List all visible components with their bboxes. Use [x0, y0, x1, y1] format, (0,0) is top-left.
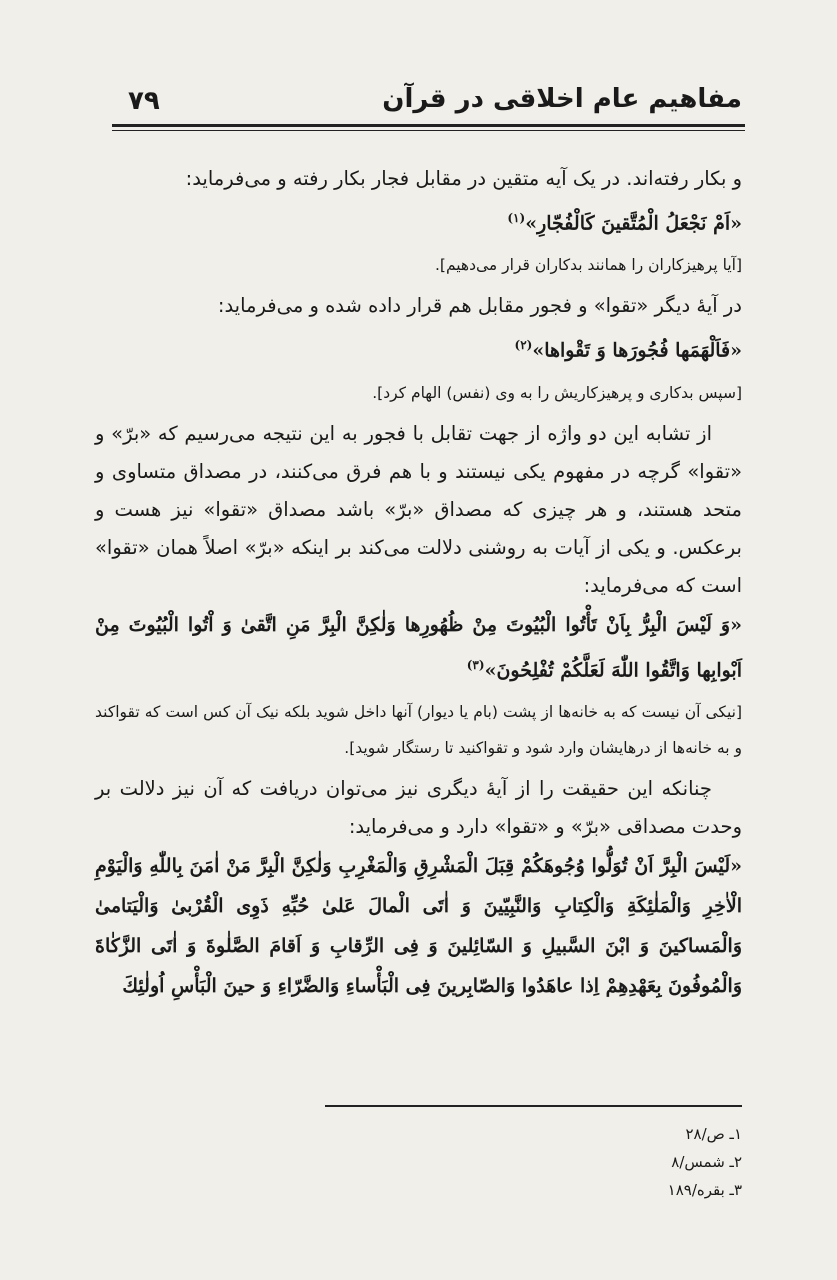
translation-2: [سپس بدکاری و پرهیزکاریش را به وی (نفس) الهام کرد]. — [372, 383, 742, 402]
translation-1: [آیا پرهیزکاران را همانند بدکاران قرار می‌دهیم]. — [434, 256, 742, 275]
main-text — [95, 160, 742, 1006]
footnote-ref-1: (۱) — [507, 211, 526, 225]
footnote-1: ۱ـ ص/۲۸ — [685, 1125, 742, 1143]
paragraph-2: در آیهٔ دیگر «تقوا» و فجور مقابل هم قرار داده شده و می‌فرماید: — [217, 294, 742, 318]
footnote-2: ۲ـ شمس/۸ — [671, 1153, 742, 1171]
header-rule — [112, 124, 745, 127]
paragraph-4: چنانکه این حقیقت را از آیهٔ دیگری نیز می‌توان دریافت که آن نیز دلالت بر وحدت مصداقی «برّ» و «تقوا» دارد و می‌فرماید: — [95, 776, 742, 838]
footnote-rule — [325, 1105, 742, 1107]
running-title: مفاهیم عام اخلاقی در قرآن — [382, 84, 742, 114]
page-header — [110, 80, 742, 122]
verse-1-text: «اَمْ نَجْعَلُ الْمُتَّقینَ كَالْفُجّارِ» — [525, 212, 742, 235]
quran-verse-3 — [95, 605, 742, 690]
page-number: ۷۹ — [128, 86, 160, 116]
quran-verse-4: «لَیْسَ الْبِرَّ اَنْ تُوَلُّوا وُجُوهَكُمْ قِبَلَ الْمَشْرِقِ وَالْمَغْرِبِ وَلٰكِنَّ الْبِرَّ مَنْ اٰمَنَ بِاللّٰهِ وَالْیَوْمِ الْاٰخِرِ وَالْمَلٰئِكَةِ وَالْكِتابِ وَالنَّبِیّینَ وَ اٰتَی الْمالَ عَلیٰ حُبِّهِ ذَوِی الْقُرْبیٰ وَالْیَتامیٰ وَالْمَساكینَ وَ ابْنَ السَّبیلِ وَ السّائِلینَ وَ فِی الرِّقابِ وَ اَقامَ الصَّلٰوةَ وَ اٰتَی الزَّكٰاةَ وَالْمُوفُونَ بِعَهْدِهِمْ اِذا عاهَدُوا وَالصّابِرینَ فِی الْبَأْساءِ وَالضَّرّاءِ وَ حینَ الْبَأْسِ اُولٰئِكَ — [95, 854, 742, 997]
paragraph-3: از تشابه این دو واژه از جهت تقابل با فجور به این نتیجه می‌رسیم که «برّ» و «تقوا» گرچه در مفهوم یکی نیستند و با هم فرق می‌کنند، در مصداق متساوی و متحد هستند، و هر چیزی که مصداق «برّ» باشد مصداق «تقوا» نیز هست و برعکس. و یکی از آیات به روشنی دلالت می‌کند بر اینکه «برّ» اصلاً همان «تقوا» است که می‌فرماید: — [95, 421, 742, 597]
translation-3: [نیکی آن نیست که به خانه‌ها از پشت (بام یا دیوار) آنها داخل شوید بلکه نیک آن کس است که تقواکند و به خانه‌ها از درهایشان وارد شود و تقواکنید تا رستگار شوید]. — [95, 702, 742, 757]
quran-verse-2 — [95, 325, 742, 370]
footnote-ref-3: (۳) — [466, 657, 485, 672]
header-rule-thin — [112, 130, 745, 131]
quran-verse-1 — [95, 198, 742, 243]
verse-3-text: «وَ لَیْسَ الْبِرُّ بِاَنْ تَأْتُوا الْبُیُوتَ مِنْ ظُهُورِها وَلٰكِنَّ الْبِرَّ مَنِ اتَّقیٰ وَ اْتُوا الْبُیُوتَ مِنْ اَبْوابِها وَاتَّقُوا اللّٰهَ لَعَلَّكُمْ تُفْلِحُونَ» — [95, 613, 742, 681]
footnote-3: ۳ـ بقره/۱۸۹ — [667, 1181, 742, 1199]
footnotes — [442, 1120, 742, 1204]
footnote-ref-2: (۲) — [514, 338, 533, 353]
verse-2-text: «فَاَلْهَمَها فُجُورَها وَ تَقْواها» — [532, 339, 742, 362]
paragraph-1: و بکار رفته‌اند. در یک آیه متقین در مقابل فجار بکار رفته و می‌فرماید: — [185, 167, 742, 190]
